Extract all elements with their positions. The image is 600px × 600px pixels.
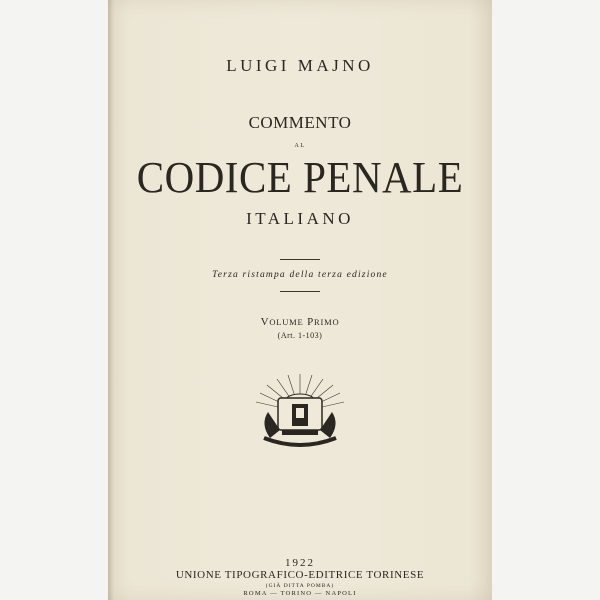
publication-year: 1922 [285, 557, 315, 569]
main-title: CODICE PENALE [136, 152, 464, 202]
seal-press-window [296, 408, 304, 418]
divider-rule-bottom [280, 291, 320, 292]
articles-range: (Art. 1-103) [277, 331, 323, 340]
publisher-seal-icon [242, 372, 358, 452]
primo-initial: P [307, 316, 315, 328]
author-name: LUIGI MAJNO [226, 56, 374, 75]
volume-word-rest: OLUME [269, 317, 304, 327]
volume-initial: V [260, 316, 270, 328]
volume-label [108, 316, 492, 328]
title-connector-al: AL [294, 143, 306, 149]
primo-word-rest: RIMO [314, 317, 340, 327]
divider-rule-top [280, 259, 320, 260]
publisher-cities: ROMA — TORINO — NAPOLI [243, 590, 357, 597]
title-line-italiano: ITALIANO [246, 209, 354, 228]
publisher-note: (GIÀ DITTA POMBA) [265, 583, 335, 589]
page-gutter-shadow [108, 0, 114, 600]
title-page [108, 0, 492, 600]
seal-ribbon [264, 438, 336, 445]
edition-note: Terza ristampa della terza edizione [212, 270, 388, 280]
title-line-commento: COMMENTO [248, 113, 352, 132]
seal-base [282, 430, 318, 435]
publisher-name: UNIONE TIPOGRAFICO-EDITRICE TORINESE [175, 569, 425, 581]
